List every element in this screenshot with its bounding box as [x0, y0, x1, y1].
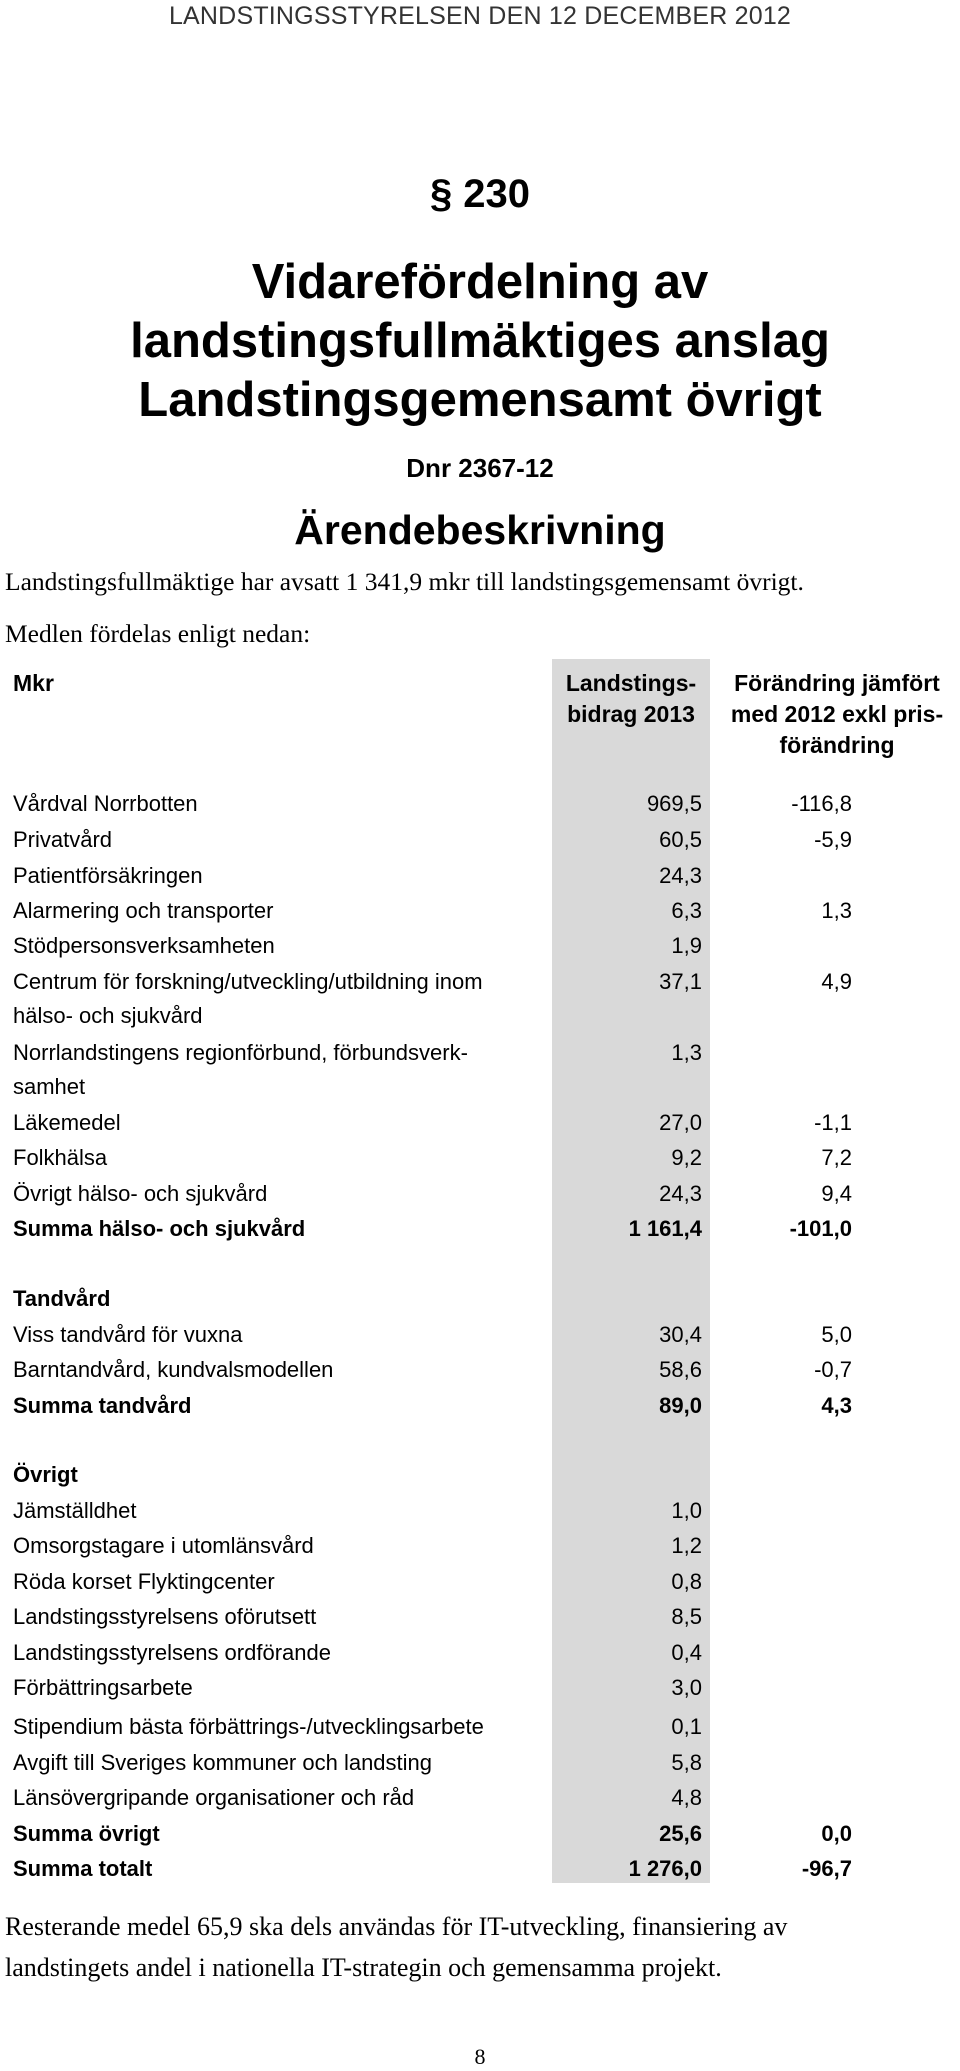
table-row	[0, 862, 960, 898]
row-label: Övrigt	[13, 1462, 78, 1487]
row-label: Länsövergripande organisationer och råd	[13, 1785, 415, 1810]
row-contribution-value: 0,1	[671, 1714, 702, 1739]
table-row	[0, 1568, 960, 1604]
column-header-contribution: Landstings- bidrag 2013	[565, 670, 697, 727]
row-label: Jämställdhet	[13, 1498, 137, 1523]
table-row	[0, 1497, 960, 1533]
table-row	[0, 897, 960, 933]
row-label: Vårdval Norrbotten	[13, 791, 198, 816]
row-label: Omsorgstagare i utomlänsvård	[13, 1533, 314, 1558]
section-number: § 230	[429, 172, 531, 216]
table-row	[0, 1820, 960, 1856]
page-header: LANDSTINGSSTYRELSEN DEN 12 DECEMBER 2012	[168, 2, 792, 30]
row-change-value: -96,7	[801, 1856, 852, 1881]
row-change-value: -5,9	[814, 827, 852, 852]
row-contribution-value: 8,5	[671, 1604, 702, 1629]
row-contribution-value: 969,5	[646, 791, 702, 816]
table-row	[0, 1639, 960, 1675]
row-contribution-value: 1 161,4	[628, 1216, 702, 1241]
row-label: Summa övrigt	[13, 1821, 160, 1846]
table-row	[0, 932, 960, 968]
row-label-continued: samhet	[13, 1074, 86, 1099]
row-label: Patientförsäkringen	[13, 863, 203, 888]
table-row	[0, 1603, 960, 1639]
row-label: Röda korset Flyktingcenter	[13, 1569, 275, 1594]
row-contribution-value: 0,4	[671, 1640, 702, 1665]
row-change-value: -101,0	[789, 1216, 852, 1241]
table-row	[0, 1215, 960, 1251]
table-row	[0, 1039, 960, 1099]
row-label: Övrigt hälso- och sjukvård	[13, 1181, 268, 1206]
row-contribution-value: 1,9	[671, 933, 702, 958]
closing-line-1: Resterande medel 65,9 ska dels användas för IT-utveckling, finansiering av	[5, 1912, 788, 1941]
row-label: Tandvård	[13, 1286, 111, 1311]
table-row	[0, 1109, 960, 1145]
row-change-value: -0,7	[814, 1357, 852, 1382]
row-contribution-value: 5,8	[671, 1750, 702, 1775]
diary-number: Dnr 2367-12	[406, 453, 554, 483]
table-row	[0, 790, 960, 826]
table-section-heading	[0, 1461, 960, 1497]
table-row	[0, 1144, 960, 1180]
row-label: Privatvård	[13, 827, 113, 852]
row-contribution-value: 30,4	[659, 1322, 702, 1347]
row-change-value: 4,9	[821, 969, 852, 994]
row-contribution-value: 1,3	[671, 1040, 702, 1065]
closing-line-2: landstingets andel i nationella IT-strategin och gemensamma projekt.	[5, 1953, 722, 1982]
row-label: Barntandvård, kundvalsmodellen	[13, 1357, 334, 1382]
row-change-value: 5,0	[821, 1322, 852, 1347]
table-row	[0, 1713, 960, 1749]
row-label: Summa hälso- och sjukvård	[13, 1216, 306, 1241]
row-change-value: 9,4	[821, 1181, 852, 1206]
row-contribution-value: 25,6	[659, 1821, 702, 1846]
row-contribution-value: 4,8	[671, 1785, 702, 1810]
table-row	[0, 1855, 960, 1891]
row-label: Stipendium bästa förbättrings-/utvecklingsarbete	[13, 1714, 484, 1739]
row-change-value: 4,3	[821, 1393, 852, 1418]
row-contribution-value: 1,0	[671, 1498, 702, 1523]
row-label: Viss tandvård för vuxna	[13, 1322, 243, 1347]
row-label: Landstingsstyrelsens ordförande	[13, 1640, 331, 1665]
row-change-value: -116,8	[791, 791, 852, 816]
row-contribution-value: 1 276,0	[628, 1856, 702, 1881]
table-row	[0, 1180, 960, 1216]
table-row	[0, 826, 960, 862]
row-contribution-value: 6,3	[671, 898, 702, 923]
row-contribution-value: 24,3	[659, 1181, 702, 1206]
row-contribution-value: 0,8	[671, 1569, 702, 1594]
row-label: Läkemedel	[13, 1110, 121, 1135]
row-label: Summa totalt	[13, 1856, 153, 1881]
row-contribution-value: 89,0	[659, 1393, 702, 1418]
table-row	[0, 1356, 960, 1392]
row-contribution-value: 24,3	[659, 863, 702, 888]
intro-line-2: Medlen fördelas enligt nedan:	[5, 619, 311, 648]
row-change-value: 1,3	[821, 898, 852, 923]
row-label: Norrlandstingens regionförbund, förbundsverk-	[13, 1040, 468, 1065]
title-line-3: Landstingsgemensamt övrigt	[138, 373, 822, 427]
title-line-1: Vidarefördelning av	[251, 255, 709, 309]
row-contribution-value: 9,2	[671, 1145, 702, 1170]
row-contribution-value: 37,1	[659, 969, 702, 994]
column-header-mkr: Mkr	[13, 670, 54, 696]
row-label: Förbättringsarbete	[13, 1675, 193, 1700]
row-label-continued: hälso- och sjukvård	[13, 1003, 203, 1028]
row-contribution-value: 3,0	[671, 1675, 702, 1700]
row-label: Alarmering och transporter	[13, 898, 274, 923]
row-contribution-value: 58,6	[659, 1357, 702, 1382]
row-change-value: 7,2	[821, 1145, 852, 1170]
page-number: 8	[474, 2044, 486, 2069]
row-label: Folkhälsa	[13, 1145, 108, 1170]
row-contribution-value: 27,0	[659, 1110, 702, 1135]
table-row	[0, 968, 960, 1028]
table-row	[0, 1674, 960, 1710]
row-label: Centrum för forskning/utveckling/utbildning inom	[13, 969, 483, 994]
table-row	[0, 1749, 960, 1785]
table-row	[0, 1532, 960, 1568]
row-label: Summa tandvård	[13, 1393, 192, 1418]
intro-line-1: Landstingsfullmäktige har avsatt 1 341,9 mkr till landstingsgemensamt övrigt.	[5, 567, 804, 596]
row-label: Stödpersonsverksamheten	[13, 933, 275, 958]
table-row	[0, 1784, 960, 1820]
row-change-value: -1,1	[814, 1110, 852, 1135]
table-row	[0, 1392, 960, 1428]
row-contribution-value: 60,5	[659, 827, 702, 852]
table-row	[0, 1321, 960, 1357]
row-label: Avgift till Sveriges kommuner och landsting	[13, 1750, 433, 1775]
row-label: Landstingsstyrelsens oförutsett	[13, 1604, 317, 1629]
column-header-change: Förändring jämfört med 2012 exkl pris- förändring	[730, 670, 944, 758]
subheading: Ärendebeskrivning	[294, 507, 666, 553]
title-line-2: landstingsfullmäktiges anslag	[130, 314, 830, 368]
row-contribution-value: 1,2	[671, 1533, 702, 1558]
table-section-heading	[0, 1285, 960, 1321]
row-change-value: 0,0	[821, 1821, 852, 1846]
